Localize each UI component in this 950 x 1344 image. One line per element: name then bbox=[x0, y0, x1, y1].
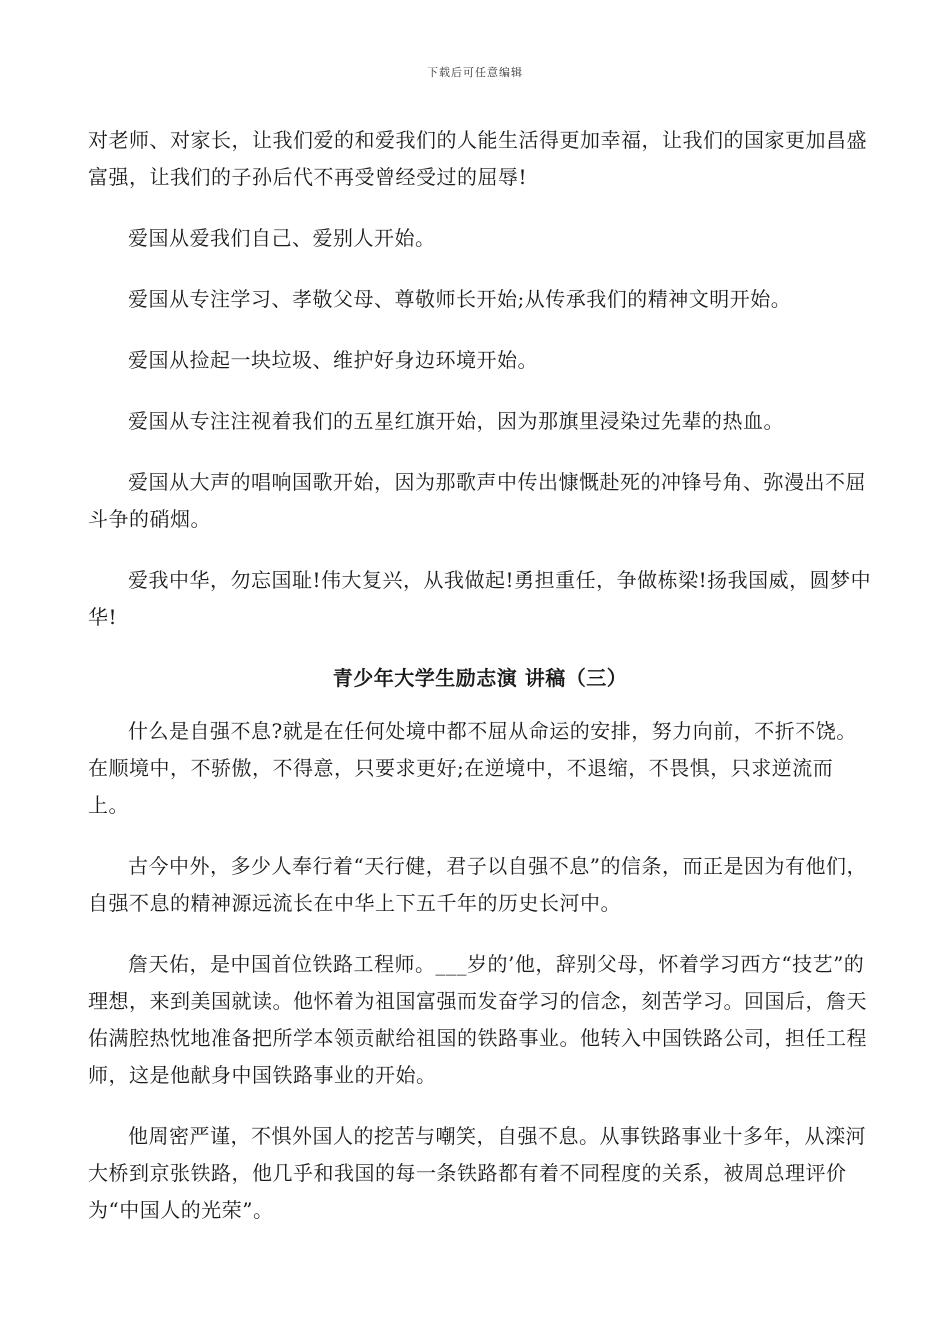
page-header: 下载后可任意编辑 bbox=[427, 66, 523, 79]
paragraph: 爱国从大声的唱响国歌开始，因为那歌声中传出慷慨赴死的冲锋号角、弥漫出不屈斗争的硝烟。 bbox=[88, 470, 866, 531]
document-body bbox=[88, 122, 872, 1253]
paragraph-continued: 对老师、对家长，让我们爱的和爱我们的人能生活得更加幸福，让我们的国家更加昌盛富强，让我们的子孙后代不再受曾经受过的屈辱! bbox=[88, 128, 867, 189]
section-title: 青少年大学生励志演 讲稿（三） bbox=[332, 666, 628, 690]
paragraph: 爱我中华，勿忘国耻!伟大复兴，从我做起!勇担重任，争做栋梁!扬我国威，圆梦中华! bbox=[88, 568, 872, 629]
paragraph: 爱国从专注注视着我们的五星红旗开始，因为那旗里浸染过先辈的热血。 bbox=[128, 409, 784, 433]
paragraph: 爱国从爱我们自己、爱别人开始。 bbox=[128, 226, 436, 250]
paragraph: 詹天佑，是中国首位铁路工程师。___岁的’他，辞别父母，怀着学习西方“技艺”的理想，来到美国就读。他怀着为祖国富强而发奋学习的信念，刻苦学习。回国后，詹天佑满腔热忱地准备把所学本领贡献给祖国的铁路事业。他转入中国铁路公司，担任工程师，这是他献身中国铁路事业的开始。 bbox=[88, 952, 867, 1087]
paragraph: 他周密严谨，不惧外国人的挖苦与嘲笑，自强不息。从事铁路事业十多年，从滦河大桥到京张铁路，他几乎和我国的每一条铁路都有着不同程度的关系，被周总理评价为“中国人的光荣”。 bbox=[88, 1124, 866, 1222]
paragraph: 古今中外，多少人奉行着“天行健，君子以自强不息”的信条，而正是因为有他们，自强不息的精神源远流长在中华上下五千年的历史长河中。 bbox=[88, 854, 867, 915]
paragraph: 爱国从专注学习、孝敬父母、尊敬师长开始;从传承我们的精神文明开始。 bbox=[128, 287, 792, 311]
paragraph: 什么是自强不息?就是在任何处境中都不屈从命运的安排，努力向前，不折不饶。在顺境中，不骄傲，不得意，只要求更好;在逆境中，不退缩，不畏惧，只求逆流而上。 bbox=[88, 719, 857, 817]
paragraph: 爱国从捡起一块垃圾、维护好身边环境开始。 bbox=[128, 348, 538, 372]
